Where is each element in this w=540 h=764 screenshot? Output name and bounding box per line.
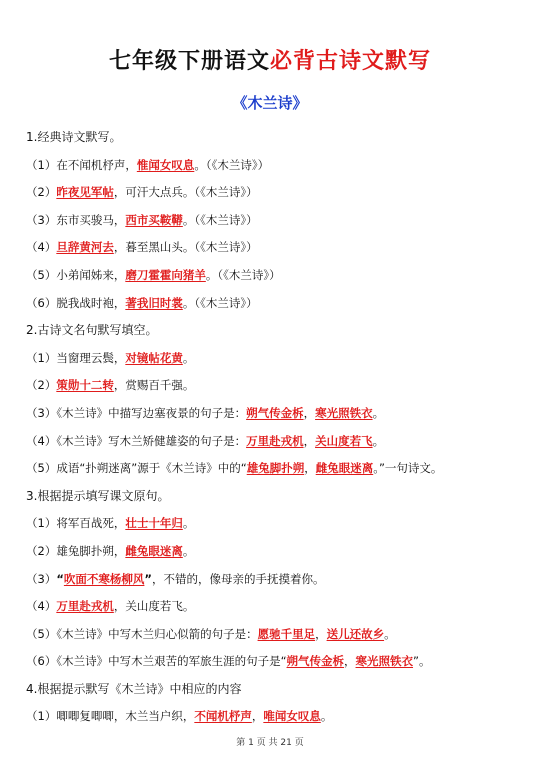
item-3-1 (26, 510, 526, 538)
prompt-text: ，不错的，像母亲的手抚摸着你。 (151, 571, 325, 586)
prompt-text: （6）脱我战时袍， (26, 295, 126, 310)
prompt-text: ， (304, 461, 316, 476)
answer-text: 惟闻女叹息 (136, 157, 195, 172)
item-1-1 (26, 152, 526, 180)
exercise-list (26, 124, 526, 731)
item-3-2 (26, 538, 526, 566)
answer-text: 西市买鞍鞯 (125, 212, 183, 227)
page-title-black: 七年级下册语文 (108, 49, 270, 74)
prompt-text: ， (303, 405, 316, 420)
prompt-text: （5）《木兰诗》中写木兰归心似箭的句子是： (26, 626, 258, 641)
answer-text: 雄兔脚扑朔 (246, 461, 305, 476)
item-3-3 (26, 566, 526, 594)
prompt-text: ， (251, 709, 264, 724)
prompt-text: （4） (26, 599, 57, 614)
prompt-text: 。 (384, 626, 396, 641)
page-footer: 第 1 页 共 21 页 (236, 738, 304, 748)
item-1-6 (26, 290, 526, 318)
answer-text: 寒光照铁衣 (355, 654, 414, 669)
answer-text: 磨刀霍霍向猪羊 (125, 267, 206, 282)
item-3-4 (26, 593, 526, 621)
answer-text: 寒光照铁衣 (315, 405, 373, 420)
prompt-text: ，关山度若飞。 (113, 599, 195, 614)
answer-text: 朔气传金柝 (286, 654, 345, 669)
item-4-1 (26, 703, 526, 731)
prompt-text: （1）唧唧复唧唧，木兰当户织， (26, 709, 195, 724)
answer-text: 送儿还故乡 (326, 626, 385, 641)
item-2-5 (26, 455, 526, 483)
item-1-2 (26, 179, 526, 207)
answer-text: 昨夜见军帖 (56, 185, 114, 200)
answer-text: 万里赴戎机 (56, 599, 114, 614)
item-1-3 (26, 207, 526, 235)
answer-text: 吹面不寒杨柳风 (63, 571, 145, 586)
item-3-5 (26, 621, 526, 649)
prompt-text: （3）东市买骏马， (26, 212, 126, 227)
answer-text: 壮士十年归 (125, 516, 183, 531)
prompt-text: 。 (182, 516, 195, 531)
section-4-heading (26, 676, 526, 704)
prompt-text: 2.古诗文名句默写填空。 (26, 323, 158, 338)
prompt-text: （3）《木兰诗》中描写边塞夜景的句子是： (26, 405, 247, 420)
prompt-text: ， (303, 433, 316, 448)
answer-text: 关山度若飞 (315, 433, 373, 448)
page-title-red: 必背古诗文默写 (270, 49, 432, 74)
item-1-4 (26, 234, 526, 262)
prompt-text: （2）雄兔脚扑朔， (26, 543, 126, 558)
item-1-5 (26, 262, 526, 290)
prompt-text: ， (344, 654, 356, 669)
prompt-text: ， (315, 626, 327, 641)
prompt-text: 3.根据提示填写课文原句。 (26, 488, 170, 503)
quote-mark: “ (56, 571, 64, 586)
prompt-text: （1）当窗理云鬓， (26, 350, 126, 365)
prompt-text: 。 (320, 709, 333, 724)
prompt-text: 。（《木兰诗》） (182, 295, 258, 310)
item-2-1 (26, 345, 526, 373)
prompt-text: ，可汗大点兵。（《木兰诗》） (113, 185, 258, 200)
answer-text: 著我旧时裳 (125, 295, 183, 310)
item-2-2 (26, 372, 526, 400)
prompt-text: （4） (26, 240, 57, 255)
item-3-6 (26, 648, 526, 676)
answer-text: 朔气传金柝 (246, 405, 304, 420)
item-2-3 (26, 400, 526, 428)
answer-text: 旦辞黄河去 (56, 240, 114, 255)
prompt-text: 1.经典诗文默写。 (26, 130, 122, 144)
prompt-text: （5）成语“扑朔迷离”源于《木兰诗》中的“ (26, 461, 247, 476)
answer-text: 不闻机杼声 (194, 709, 252, 724)
quote-mark: ” (144, 571, 152, 586)
prompt-text: ，暮至黑山头。（《木兰诗》） (113, 240, 258, 255)
prompt-text: 。（《木兰诗》） (194, 157, 270, 172)
prompt-text: 。（《木兰诗》） (205, 267, 281, 282)
prompt-text: （5）小弟闻姊来， (26, 267, 126, 282)
answer-text: 唯闻女叹息 (263, 709, 321, 724)
prompt-text: （1）将军百战死， (26, 516, 126, 531)
prompt-text: ，赏赐百千强。 (113, 378, 195, 393)
prompt-text: （3） (26, 571, 57, 586)
prompt-text: 。（《木兰诗》） (182, 212, 258, 227)
answer-text: 万里赴戎机 (246, 433, 304, 448)
prompt-text: ”。 (413, 654, 431, 669)
answer-text: 雌兔眼迷离 (315, 461, 374, 476)
prompt-text: 。 (182, 350, 195, 365)
section-3-heading (26, 483, 526, 511)
prompt-text: 。 (182, 543, 195, 558)
prompt-text: 4.根据提示默写《木兰诗》中相应的内容 (26, 681, 242, 696)
section-2-heading (26, 317, 526, 345)
item-2-4 (26, 428, 526, 456)
section-1-heading (26, 124, 526, 152)
answer-text: 雌兔眼迷离 (125, 543, 183, 558)
poem-subtitle: 《木兰诗》 (232, 94, 308, 112)
answer-text: 策勋十二转 (56, 378, 114, 393)
prompt-text: 。 (372, 433, 385, 448)
prompt-text: （4）《木兰诗》写木兰矫健雄姿的句子是： (26, 433, 247, 448)
answer-text: 愿驰千里足 (257, 626, 316, 641)
prompt-text: （1）在不闻机杼声， (26, 157, 137, 172)
prompt-text: 。 (372, 405, 385, 420)
page-title (0, 44, 540, 75)
prompt-text: （2） (26, 185, 57, 200)
answer-text: 对镜帖花黄 (125, 350, 183, 365)
prompt-text: 。”一句诗文。 (373, 461, 443, 476)
prompt-text: （2） (26, 378, 57, 393)
prompt-text: （6）《木兰诗》中写木兰艰苦的军旅生涯的句子是“ (26, 654, 287, 669)
